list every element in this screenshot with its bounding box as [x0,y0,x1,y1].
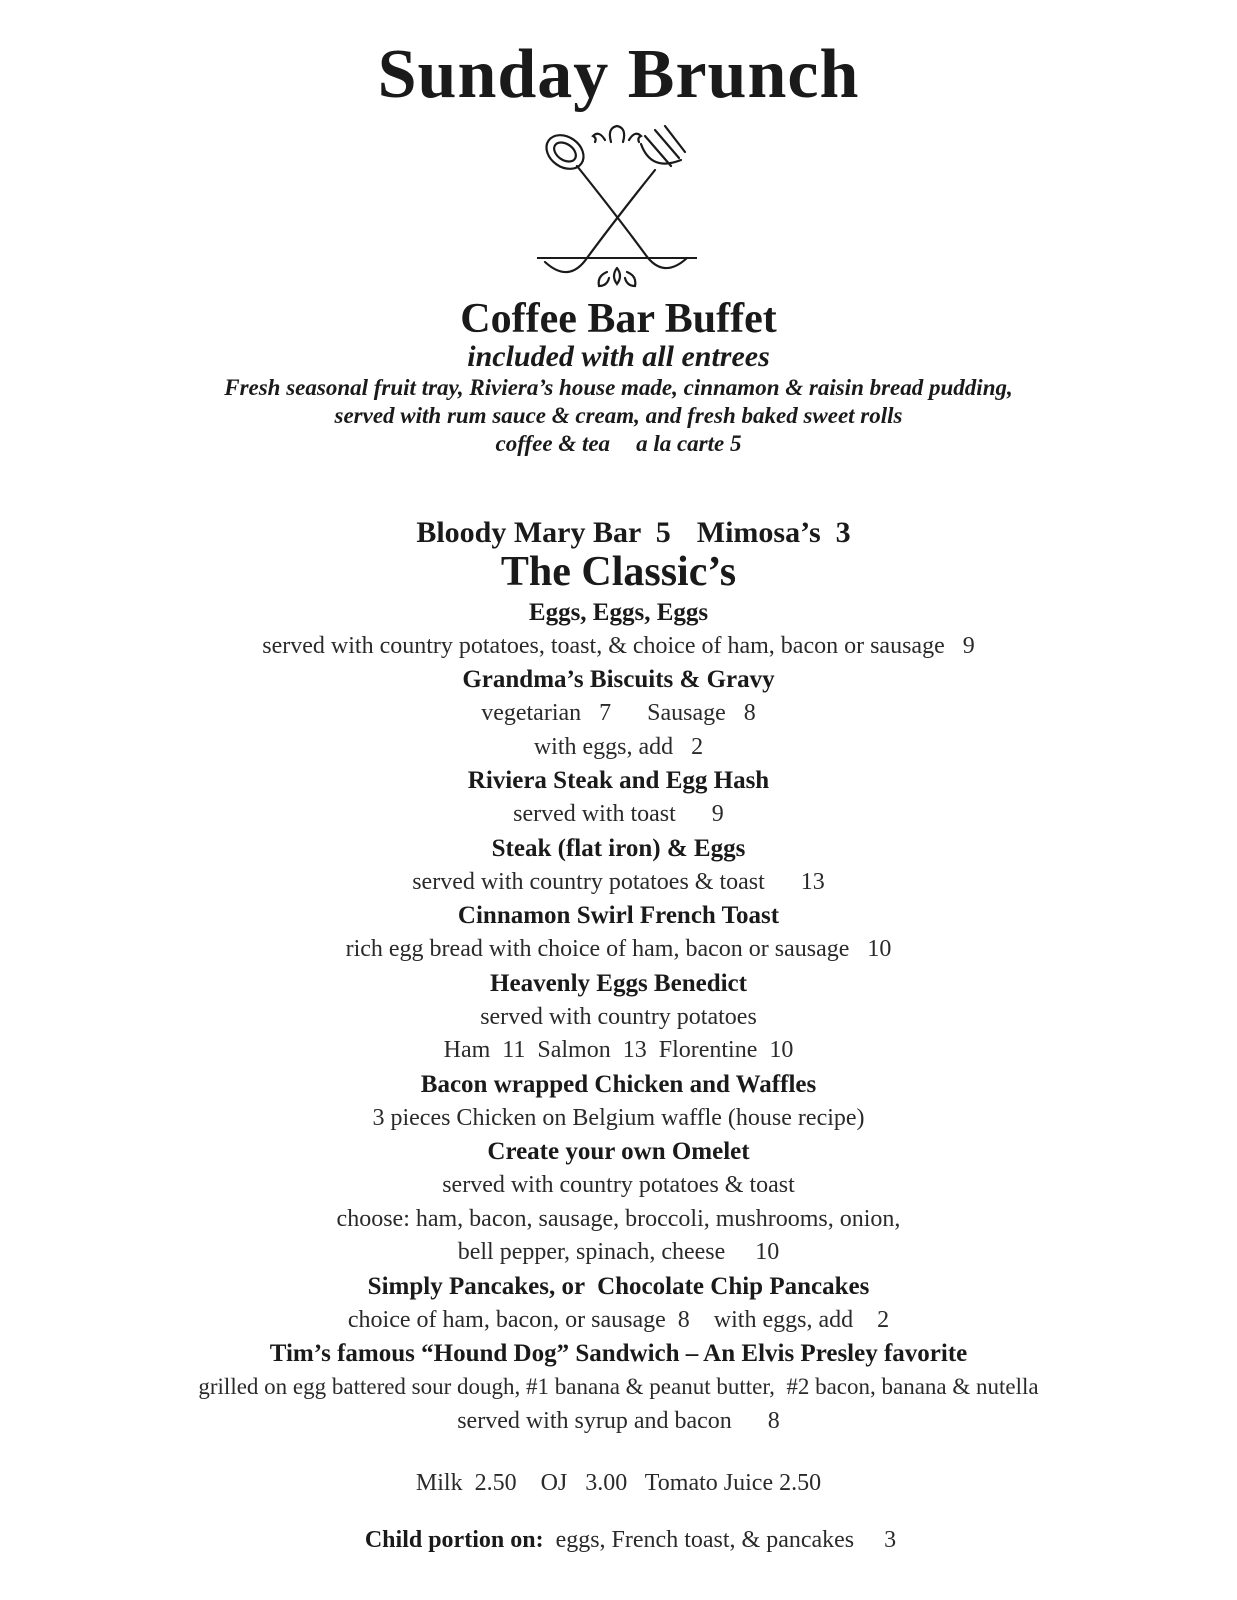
classics-heading: The Classic’s [500,549,737,595]
child-portion-text: eggs, French toast, & pancakes 3 [543,1527,897,1553]
menu-item-name: Heavenly Eggs Benedict [490,970,747,997]
crossed-spoon-fork-icon [537,122,697,292]
menu-item-name: Eggs, Eggs, Eggs [528,599,709,626]
coffee-label: coffee & tea [495,431,611,456]
buffet-heading: Coffee Bar Buffet [460,296,777,342]
menu-item-name: Tim’s famous “Hound Dog” Sandwich – An Elvis Presley favorite [269,1340,968,1367]
menu-item-name: Riviera Steak and Egg Hash [467,767,770,794]
menu-item-desc: served with country potatoes & toast 13 [412,869,825,895]
menu-item-desc: served with country potatoes & toast [442,1172,795,1198]
menu-item-name: Steak (flat iron) & Eggs [491,835,746,862]
menu-item-name: Simply Pancakes, or Chocolate Chip Pancakes [367,1273,870,1300]
menu-item-desc: served with toast 9 [513,801,724,827]
coffee-price: a la carte 5 [636,431,742,456]
buffet-desc-line1: Fresh seasonal fruit tray, Riviera’s house made, cinnamon & raisin bread pudding, [224,375,1013,400]
buffet-subheading: included with all entrees [467,340,770,373]
menu-item-desc: rich egg bread with choice of ham, bacon or sausage 10 [345,936,892,962]
mimosa: Mimosa’s 3 [696,516,851,549]
menu-item-name: Create your own Omelet [487,1138,750,1165]
menu-item-name: Cinnamon Swirl French Toast [457,902,780,929]
menu-item-desc: choose: ham, bacon, sausage, broccoli, mushrooms, onion, [336,1206,901,1232]
menu-item-desc: served with country potatoes, toast, & choice of ham, bacon or sausage 9 [262,633,975,659]
buffet-desc-line2: served with rum sauce & cream, and fresh baked sweet rolls [334,403,903,428]
menu-item-desc: Ham 11 Salmon 13 Florentine 10 [443,1037,794,1063]
menu-item-desc: served with country potatoes [480,1004,757,1030]
menu-item-desc: served with syrup and bacon 8 [457,1408,780,1434]
menu-item-name: Grandma’s Biscuits & Gravy [462,666,775,693]
bloody-mary-bar: Bloody Mary Bar 5 [416,516,671,549]
child-portion-line [0,1504,1237,1576]
menu-item-name: Bacon wrapped Chicken and Waffles [420,1071,817,1098]
drinks-line: Milk 2.50 OJ 3.00 Tomato Juice 2.50 [415,1470,822,1496]
menu-item-desc: grilled on egg battered sour dough, #1 banana & peanut butter, #2 bacon, banana & nutella [198,1374,1039,1399]
buffet-coffee-line [0,432,1237,455]
menu-item-desc: with eggs, add 2 [533,734,704,760]
menu-item-desc: choice of ham, bacon, or sausage 8 with eggs, add 2 [347,1307,890,1333]
menu-item-desc: vegetarian 7 Sausage 8 [481,700,756,726]
child-portion-label: Child portion on: [364,1527,544,1553]
menu-item-desc: 3 pieces Chicken on Belgium waffle (house recipe) [372,1105,865,1131]
menu-item-desc: bell pepper, spinach, cheese 10 [457,1239,780,1265]
menu-title: Sunday Brunch [377,36,860,113]
